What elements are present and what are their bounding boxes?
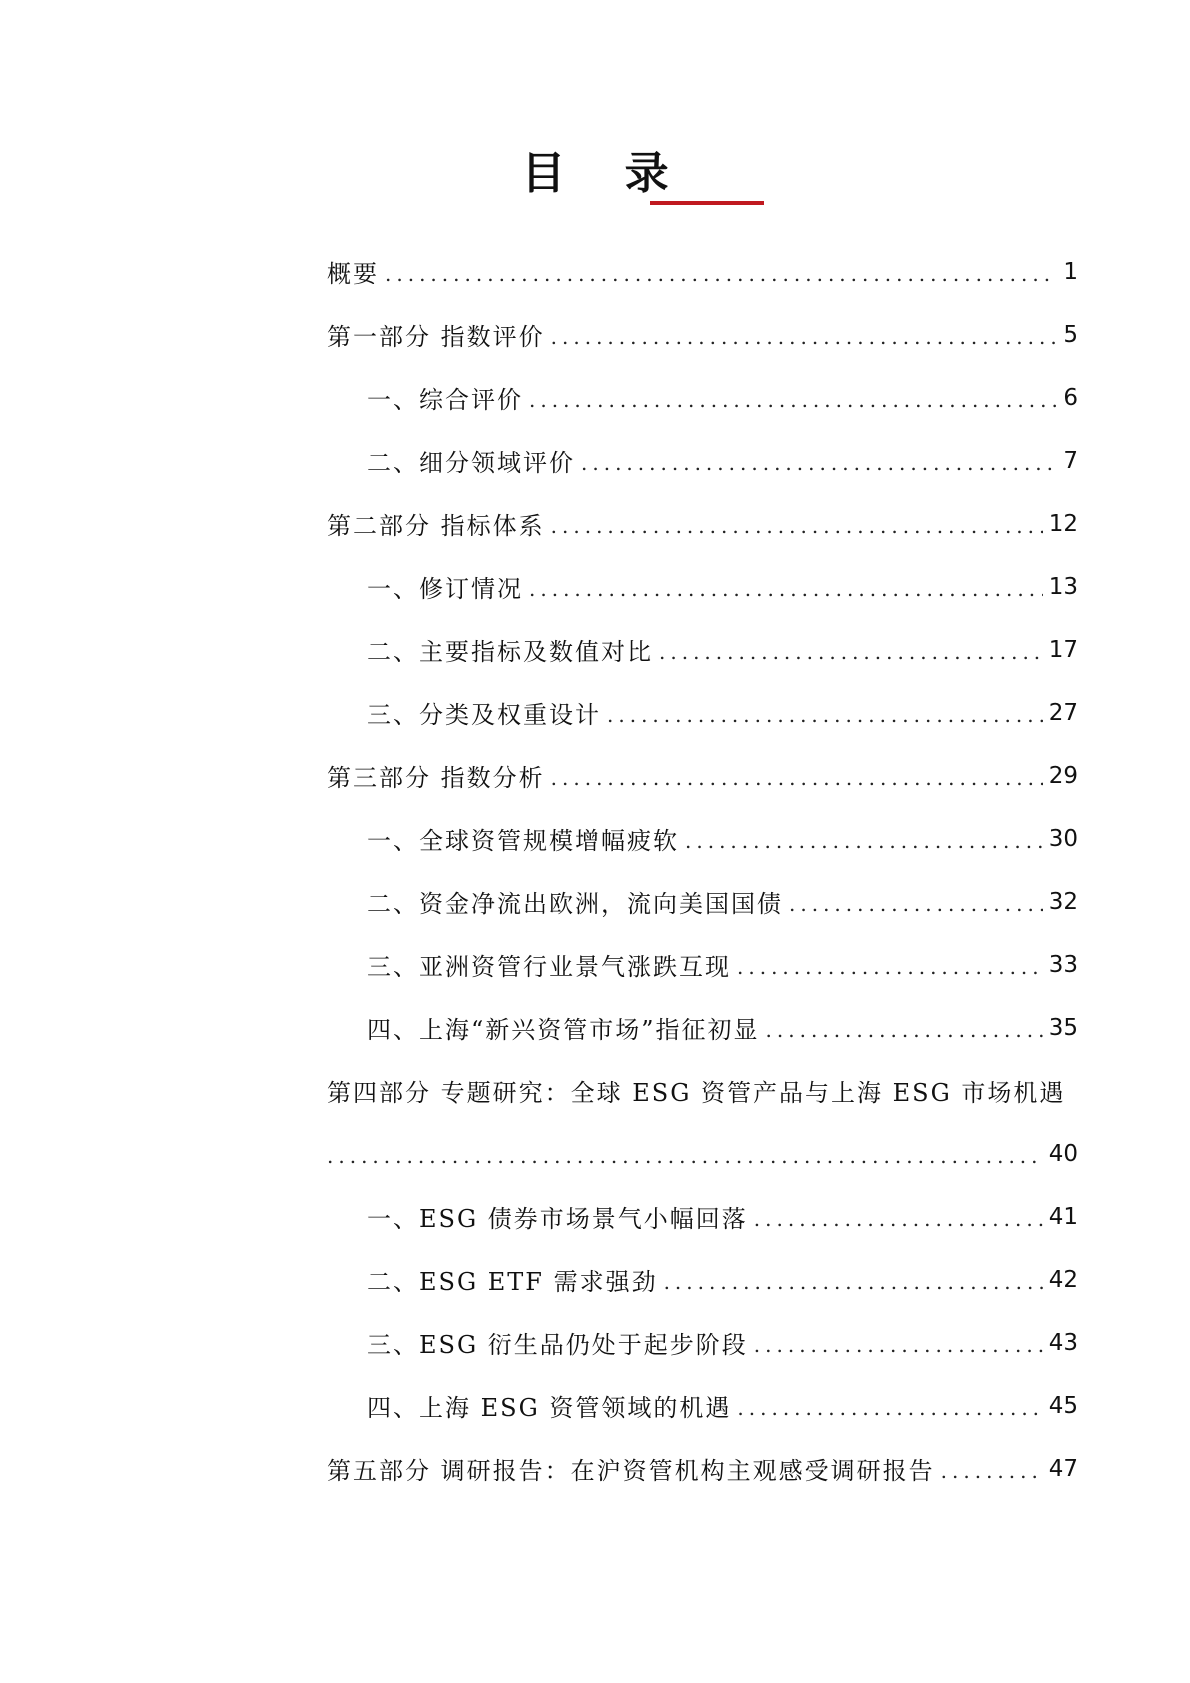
toc-leader-dots [551, 325, 1058, 349]
toc-entry-text: 第二部分 指标体系 [327, 512, 545, 540]
toc-page-number: 33 [1048, 951, 1078, 978]
toc-page-number: 1 [1063, 258, 1078, 285]
toc-entry-text: 一、综合评价 [367, 386, 523, 414]
toc-leader-dots [385, 262, 1057, 286]
toc-leader-dots [754, 1207, 1043, 1231]
toc-entry-text: 一、修订情况 [367, 575, 523, 603]
toc-leader-dots [685, 829, 1043, 853]
toc-entry-text: 第一部分 指数评价 [327, 323, 545, 351]
toc-page-number: 35 [1048, 1014, 1078, 1041]
toc-entry[interactable] [327, 870, 1078, 933]
toc-leader-dots [766, 1018, 1043, 1042]
page-title-text: 目 录 [521, 148, 691, 199]
toc-entry-continuation[interactable] [327, 1122, 1078, 1185]
toc-entry[interactable] [327, 1374, 1078, 1437]
toc-leader-dots [529, 577, 1043, 601]
toc-entry-text: 四、上海“新兴资管市场”指征初显 [367, 1016, 760, 1044]
toc-leader-dots [327, 1144, 1043, 1168]
toc-entry[interactable] [327, 1059, 1078, 1122]
toc-leader-dots [941, 1459, 1043, 1483]
toc-entry[interactable] [327, 1311, 1078, 1374]
toc-entry-text: 概要 [327, 260, 379, 288]
toc-entry[interactable] [327, 1185, 1078, 1248]
toc-leader-dots [754, 1333, 1043, 1357]
toc-page-number: 40 [1048, 1140, 1078, 1167]
toc-entry[interactable] [327, 366, 1078, 429]
toc-page-number: 17 [1048, 636, 1078, 663]
toc-entry[interactable] [327, 240, 1078, 303]
page-title [0, 148, 1190, 200]
toc-entry-text: 一、全球资管规模增幅疲软 [367, 827, 679, 855]
toc-entry-text: 一、ESG 债券市场景气小幅回落 [367, 1205, 748, 1233]
toc-entry-text: 三、亚洲资管行业景气涨跌互现 [367, 953, 731, 981]
toc-entry[interactable] [327, 492, 1078, 555]
toc-page-number: 29 [1048, 762, 1078, 789]
toc-page-number: 30 [1048, 825, 1078, 852]
toc-leader-dots [664, 1270, 1043, 1294]
toc-page-number: 7 [1063, 447, 1078, 474]
toc-page-number: 42 [1048, 1266, 1078, 1293]
toc-page-number: 6 [1063, 384, 1078, 411]
toc-leader-dots [529, 388, 1057, 412]
title-underline [650, 201, 764, 205]
toc-page-number: 5 [1063, 321, 1078, 348]
toc-leader-dots [737, 1396, 1042, 1420]
toc-entry-text: 第三部分 指数分析 [327, 764, 545, 792]
toc-entry-text: 第五部分 调研报告：在沪资管机构主观感受调研报告 [327, 1457, 935, 1485]
toc-entry[interactable] [327, 681, 1078, 744]
toc-page-number: 45 [1048, 1392, 1078, 1419]
toc-entry-text: 三、分类及权重设计 [367, 701, 601, 729]
toc-leader-dots [659, 640, 1043, 664]
toc-entry[interactable] [327, 303, 1078, 366]
toc-leader-dots [551, 766, 1043, 790]
toc-leader-dots [607, 703, 1043, 727]
toc-entry-text: 二、ESG ETF 需求强劲 [367, 1268, 658, 1296]
toc-leader-dots [737, 955, 1043, 979]
toc-page-number: 47 [1048, 1455, 1078, 1482]
toc-page-number: 41 [1048, 1203, 1078, 1230]
toc-entry[interactable] [327, 933, 1078, 996]
toc-entry[interactable] [327, 1248, 1078, 1311]
toc-entry[interactable] [327, 807, 1078, 870]
toc-leader-dots [551, 514, 1043, 538]
toc-entry-text: 二、主要指标及数值对比 [367, 638, 653, 666]
toc-entry-text: 四、上海 ESG 资管领域的机遇 [367, 1394, 732, 1422]
toc-leader-dots [581, 451, 1057, 475]
toc-page-number: 32 [1048, 888, 1078, 915]
toc-entry[interactable] [327, 618, 1078, 681]
toc-page-number: 27 [1048, 699, 1078, 726]
toc-leader-dots [789, 892, 1043, 916]
table-of-contents [327, 240, 1078, 1500]
toc-page-number: 43 [1048, 1329, 1078, 1356]
toc-page-number: 13 [1048, 573, 1078, 600]
toc-entry[interactable] [327, 996, 1078, 1059]
toc-entry-text: 二、细分领域评价 [367, 449, 575, 477]
toc-entry[interactable] [327, 744, 1078, 807]
toc-entry[interactable] [327, 555, 1078, 618]
toc-entry-text: 第四部分 专题研究：全球 ESG 资管产品与上海 ESG 市场机遇 [327, 1079, 1066, 1107]
toc-page-number: 12 [1048, 510, 1078, 537]
toc-entry-text: 三、ESG 衍生品仍处于起步阶段 [367, 1331, 748, 1359]
toc-entry-text: 二、资金净流出欧洲，流向美国国债 [367, 890, 783, 918]
toc-entry[interactable] [327, 429, 1078, 492]
toc-entry[interactable] [327, 1437, 1078, 1500]
